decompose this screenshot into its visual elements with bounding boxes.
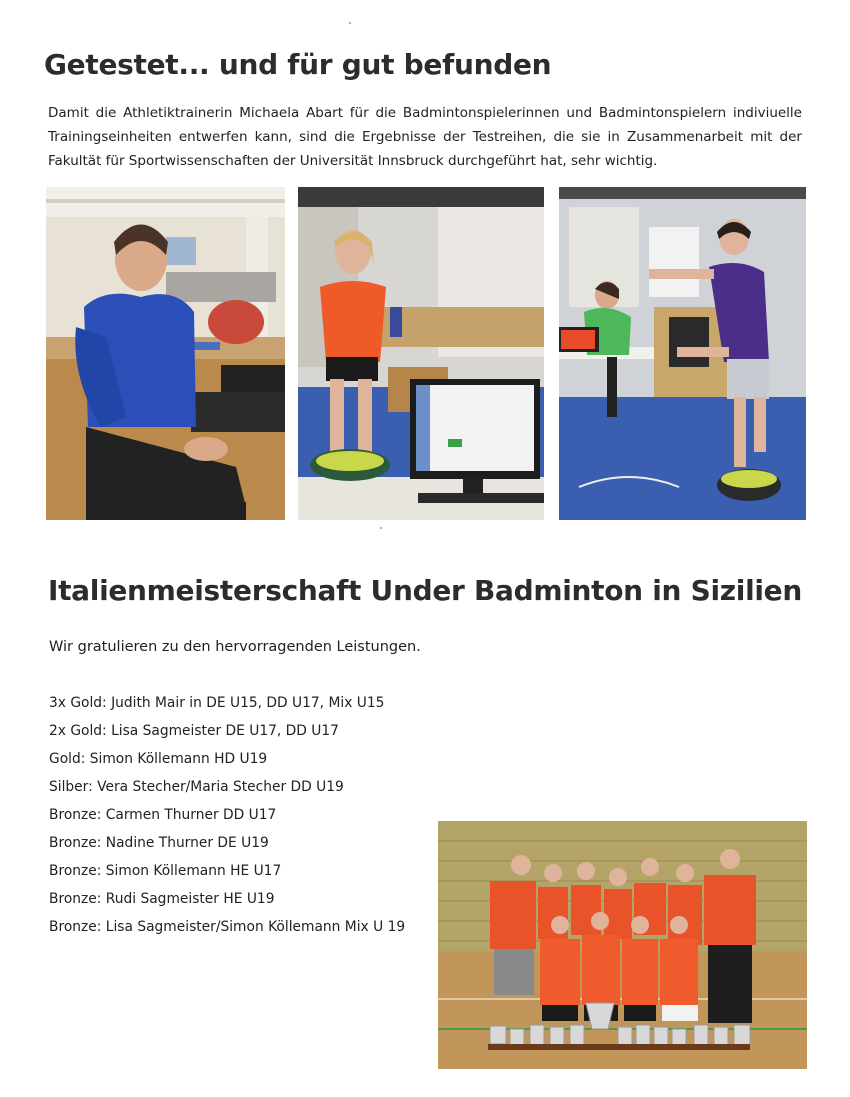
scan-speck bbox=[380, 527, 382, 529]
section-title-testing: Getestet... und für gut befunden bbox=[44, 48, 552, 81]
photo-lab-test bbox=[559, 187, 806, 520]
results-list bbox=[49, 689, 405, 941]
photo-trainer bbox=[46, 187, 285, 520]
result-item: Bronze: Rudi Sagmeister HE U19 bbox=[49, 891, 275, 907]
result-item: Bronze: Nadine Thurner DE U19 bbox=[49, 835, 269, 851]
result-item: Gold: Simon Köllemann HD U19 bbox=[49, 751, 268, 767]
result-item: Bronze: Carmen Thurner DD U17 bbox=[49, 807, 277, 823]
result-item: 2x Gold: Lisa Sagmeister DE U17, DD U17 bbox=[49, 723, 339, 739]
section-intro-text: Damit die Athletiktrainerin Michaela Abart für die Badmintonspielerinnen und Badmintonspielern indiviuelle Trainingseinheiten entwerfen kann, sind die Ergebnisse der Testreihen, die sie in Zusammenarbeit mit der Fakultät für Sportwissenschaften der Universität Innsbruck durchgeführt hat, sehr wichtig. bbox=[48, 105, 802, 169]
photo-team bbox=[438, 821, 807, 1069]
section-title-championship: Italienmeisterschaft Under Badminton in Sizilien bbox=[47, 574, 803, 607]
result-item: Silber: Vera Stecher/Maria Stecher DD U19 bbox=[49, 779, 344, 795]
result-item: 3x Gold: Judith Mair in DE U15, DD U17, Mix U15 bbox=[49, 695, 385, 711]
result-item: Bronze: Simon Köllemann HE U17 bbox=[49, 863, 282, 879]
photo-balance-test bbox=[298, 187, 544, 520]
congrats-text: Wir gratulieren zu den hervorragenden Leistungen. bbox=[49, 639, 421, 655]
result-item: Bronze: Lisa Sagmeister/Simon Köllemann Mix U 19 bbox=[49, 919, 406, 935]
scan-speck bbox=[349, 22, 351, 24]
